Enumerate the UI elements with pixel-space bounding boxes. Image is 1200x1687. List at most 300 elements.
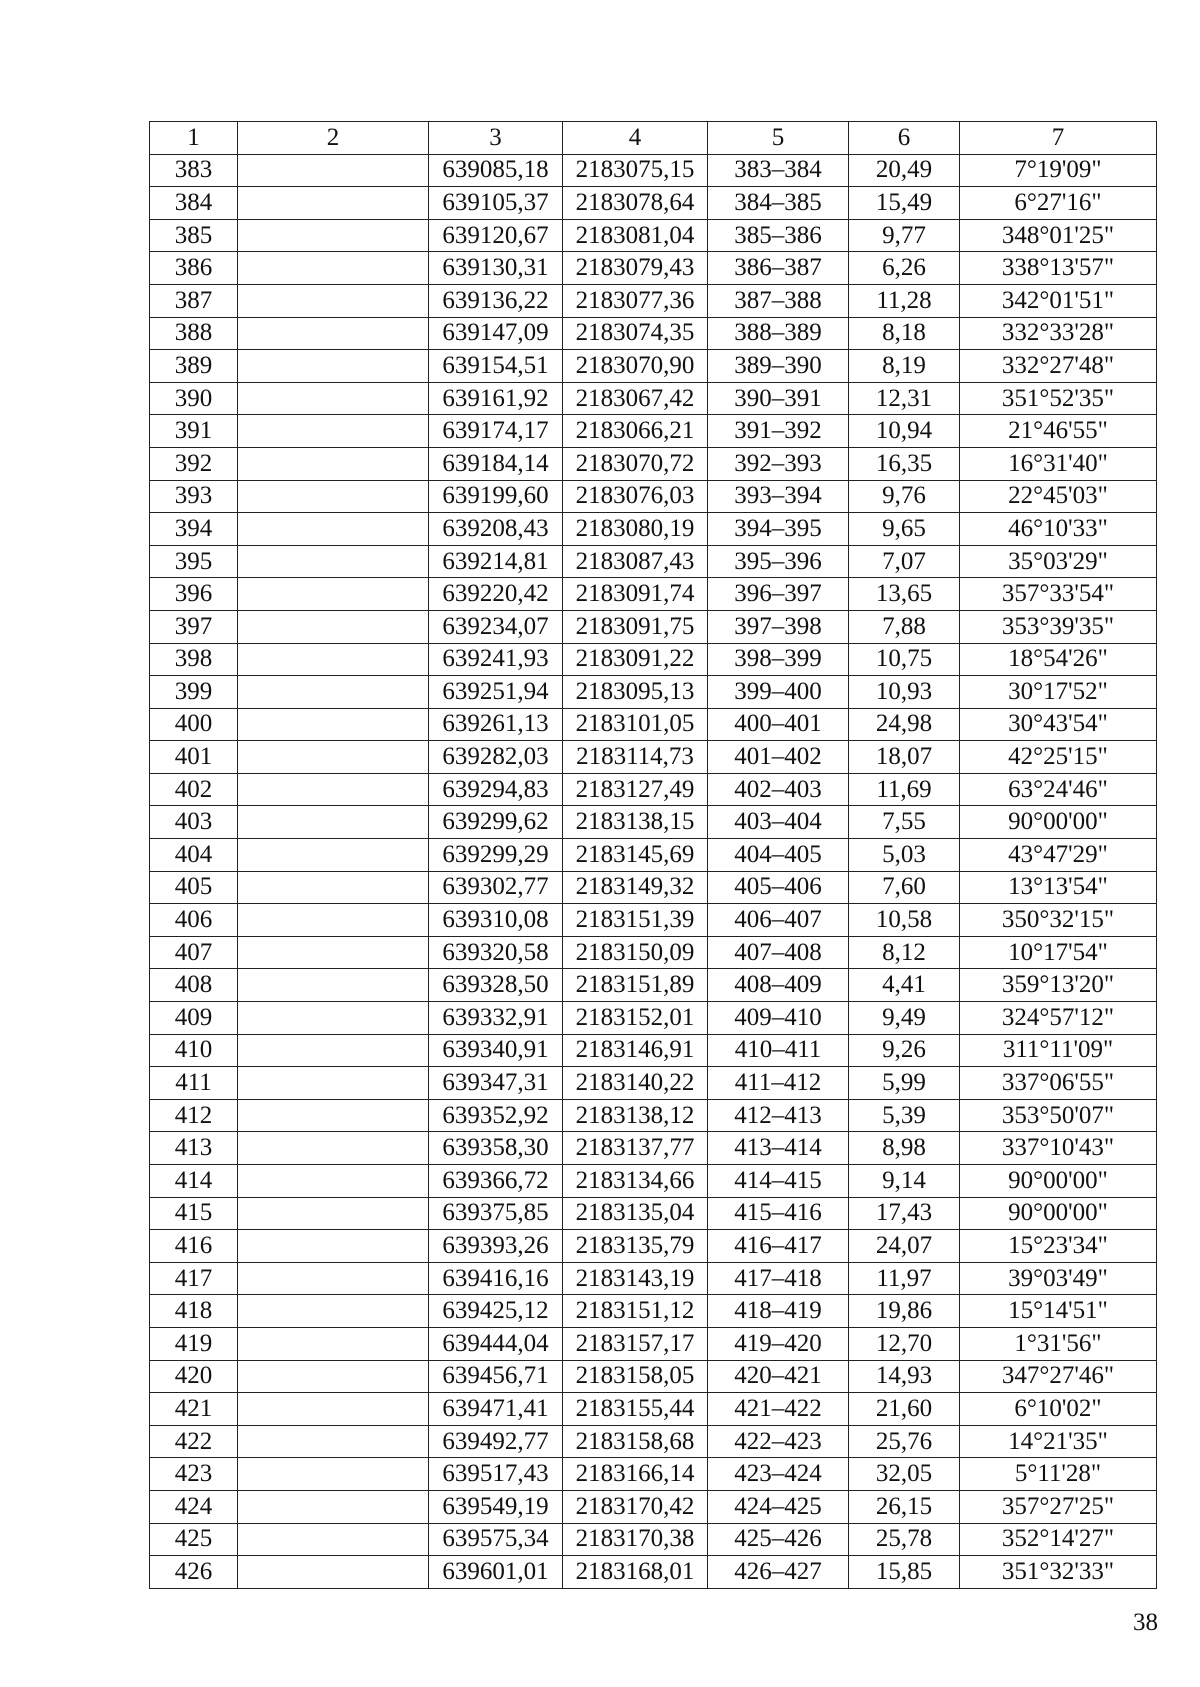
bearing-cell: 311°11'09" (960, 1034, 1157, 1067)
table-row (150, 1165, 1157, 1198)
column-header: 5 (708, 122, 849, 155)
length-cell: 8,18 (849, 317, 960, 350)
segment-cell: 411–412 (708, 1067, 849, 1100)
table-row (150, 154, 1157, 187)
empty-cell (238, 1165, 429, 1198)
empty-cell (238, 480, 429, 513)
segment-cell: 422–423 (708, 1425, 849, 1458)
length-cell: 7,60 (849, 871, 960, 904)
bearing-cell: 332°33'28" (960, 317, 1157, 350)
segment-cell: 397–398 (708, 610, 849, 643)
bearing-cell: 351°52'35" (960, 382, 1157, 415)
empty-cell (238, 382, 429, 415)
length-cell: 9,77 (849, 219, 960, 252)
x-coordinate-cell: 639310,08 (429, 904, 563, 937)
segment-cell: 383–384 (708, 154, 849, 187)
bearing-cell: 46°10'33" (960, 513, 1157, 546)
bearing-cell: 350°32'15" (960, 904, 1157, 937)
empty-cell (238, 252, 429, 285)
bearing-cell: 332°27'48" (960, 350, 1157, 383)
point-number-cell: 408 (150, 969, 238, 1002)
length-cell: 7,55 (849, 806, 960, 839)
y-coordinate-cell: 2183143,19 (563, 1262, 708, 1295)
y-coordinate-cell: 2183091,75 (563, 610, 708, 643)
y-coordinate-cell: 2183157,17 (563, 1327, 708, 1360)
length-cell: 17,43 (849, 1197, 960, 1230)
point-number-cell: 388 (150, 317, 238, 350)
x-coordinate-cell: 639294,83 (429, 773, 563, 806)
segment-cell: 426–427 (708, 1556, 849, 1589)
empty-cell (238, 154, 429, 187)
table-row (150, 839, 1157, 872)
y-coordinate-cell: 2183095,13 (563, 676, 708, 709)
length-cell: 8,98 (849, 1132, 960, 1165)
x-coordinate-cell: 639120,67 (429, 219, 563, 252)
length-cell: 6,26 (849, 252, 960, 285)
segment-cell: 409–410 (708, 1002, 849, 1035)
column-header: 2 (238, 122, 429, 155)
empty-cell (238, 871, 429, 904)
x-coordinate-cell: 639492,77 (429, 1425, 563, 1458)
point-number-cell: 403 (150, 806, 238, 839)
x-coordinate-cell: 639208,43 (429, 513, 563, 546)
length-cell: 14,93 (849, 1360, 960, 1393)
point-number-cell: 410 (150, 1034, 238, 1067)
length-cell: 8,19 (849, 350, 960, 383)
empty-cell (238, 1099, 429, 1132)
point-number-cell: 416 (150, 1230, 238, 1263)
bearing-cell: 351°32'33" (960, 1556, 1157, 1589)
table-row (150, 1556, 1157, 1589)
segment-cell: 390–391 (708, 382, 849, 415)
length-cell: 13,65 (849, 578, 960, 611)
coordinates-table (149, 121, 1157, 1589)
table-row (150, 1458, 1157, 1491)
bearing-cell: 22°45'03" (960, 480, 1157, 513)
y-coordinate-cell: 2183170,38 (563, 1523, 708, 1556)
y-coordinate-cell: 2183149,32 (563, 871, 708, 904)
length-cell: 12,70 (849, 1327, 960, 1360)
y-coordinate-cell: 2183127,49 (563, 773, 708, 806)
table-row (150, 1490, 1157, 1523)
x-coordinate-cell: 639105,37 (429, 187, 563, 220)
empty-cell (238, 1425, 429, 1458)
x-coordinate-cell: 639347,31 (429, 1067, 563, 1100)
point-number-cell: 422 (150, 1425, 238, 1458)
y-coordinate-cell: 2183077,36 (563, 284, 708, 317)
segment-cell: 423–424 (708, 1458, 849, 1491)
segment-cell: 421–422 (708, 1393, 849, 1426)
y-coordinate-cell: 2183134,66 (563, 1165, 708, 1198)
table-row (150, 1327, 1157, 1360)
point-number-cell: 389 (150, 350, 238, 383)
bearing-cell: 1°31'56" (960, 1327, 1157, 1360)
point-number-cell: 385 (150, 219, 238, 252)
y-coordinate-cell: 2183135,79 (563, 1230, 708, 1263)
table-row (150, 1360, 1157, 1393)
empty-cell (238, 904, 429, 937)
point-number-cell: 398 (150, 643, 238, 676)
x-coordinate-cell: 639549,19 (429, 1490, 563, 1523)
segment-cell: 396–397 (708, 578, 849, 611)
length-cell: 12,31 (849, 382, 960, 415)
table-body (150, 154, 1157, 1588)
length-cell: 24,07 (849, 1230, 960, 1263)
y-coordinate-cell: 2183114,73 (563, 741, 708, 774)
segment-cell: 385–386 (708, 219, 849, 252)
length-cell: 5,39 (849, 1099, 960, 1132)
x-coordinate-cell: 639085,18 (429, 154, 563, 187)
segment-cell: 384–385 (708, 187, 849, 220)
point-number-cell: 419 (150, 1327, 238, 1360)
table-row (150, 415, 1157, 448)
table-row (150, 676, 1157, 709)
empty-cell (238, 1132, 429, 1165)
table-row (150, 578, 1157, 611)
empty-cell (238, 187, 429, 220)
point-number-cell: 397 (150, 610, 238, 643)
segment-cell: 398–399 (708, 643, 849, 676)
length-cell: 21,60 (849, 1393, 960, 1426)
y-coordinate-cell: 2183081,04 (563, 219, 708, 252)
point-number-cell: 395 (150, 545, 238, 578)
bearing-cell: 357°33'54" (960, 578, 1157, 611)
empty-cell (238, 839, 429, 872)
segment-cell: 400–401 (708, 708, 849, 741)
bearing-cell: 342°01'51" (960, 284, 1157, 317)
x-coordinate-cell: 639375,85 (429, 1197, 563, 1230)
bearing-cell: 39°03'49" (960, 1262, 1157, 1295)
bearing-cell: 357°27'25" (960, 1490, 1157, 1523)
table-row (150, 447, 1157, 480)
point-number-cell: 394 (150, 513, 238, 546)
x-coordinate-cell: 639332,91 (429, 1002, 563, 1035)
x-coordinate-cell: 639352,92 (429, 1099, 563, 1132)
x-coordinate-cell: 639220,42 (429, 578, 563, 611)
length-cell: 11,69 (849, 773, 960, 806)
empty-cell (238, 1360, 429, 1393)
empty-cell (238, 1327, 429, 1360)
length-cell: 25,78 (849, 1523, 960, 1556)
table-row (150, 610, 1157, 643)
point-number-cell: 392 (150, 447, 238, 480)
y-coordinate-cell: 2183170,42 (563, 1490, 708, 1523)
x-coordinate-cell: 639282,03 (429, 741, 563, 774)
y-coordinate-cell: 2183146,91 (563, 1034, 708, 1067)
empty-cell (238, 741, 429, 774)
point-number-cell: 400 (150, 708, 238, 741)
empty-cell (238, 676, 429, 709)
page-number: 38 (1133, 1609, 1158, 1636)
bearing-cell: 10°17'54" (960, 936, 1157, 969)
column-header: 7 (960, 122, 1157, 155)
bearing-cell: 348°01'25" (960, 219, 1157, 252)
segment-cell: 410–411 (708, 1034, 849, 1067)
segment-cell: 425–426 (708, 1523, 849, 1556)
bearing-cell: 352°14'27" (960, 1523, 1157, 1556)
empty-cell (238, 969, 429, 1002)
segment-cell: 402–403 (708, 773, 849, 806)
point-number-cell: 415 (150, 1197, 238, 1230)
point-number-cell: 426 (150, 1556, 238, 1589)
y-coordinate-cell: 2183158,68 (563, 1425, 708, 1458)
x-coordinate-cell: 639184,14 (429, 447, 563, 480)
x-coordinate-cell: 639174,17 (429, 415, 563, 448)
segment-cell: 407–408 (708, 936, 849, 969)
x-coordinate-cell: 639214,81 (429, 545, 563, 578)
y-coordinate-cell: 2183151,89 (563, 969, 708, 1002)
empty-cell (238, 1490, 429, 1523)
segment-cell: 406–407 (708, 904, 849, 937)
y-coordinate-cell: 2183076,03 (563, 480, 708, 513)
length-cell: 18,07 (849, 741, 960, 774)
point-number-cell: 401 (150, 741, 238, 774)
bearing-cell: 35°03'29" (960, 545, 1157, 578)
x-coordinate-cell: 639234,07 (429, 610, 563, 643)
point-number-cell: 399 (150, 676, 238, 709)
bearing-cell: 90°00'00" (960, 806, 1157, 839)
column-header: 1 (150, 122, 238, 155)
empty-cell (238, 317, 429, 350)
bearing-cell: 30°43'54" (960, 708, 1157, 741)
x-coordinate-cell: 639416,16 (429, 1262, 563, 1295)
column-header: 4 (563, 122, 708, 155)
bearing-cell: 359°13'20" (960, 969, 1157, 1002)
column-header: 3 (429, 122, 563, 155)
x-coordinate-cell: 639161,92 (429, 382, 563, 415)
segment-cell: 393–394 (708, 480, 849, 513)
x-coordinate-cell: 639241,93 (429, 643, 563, 676)
segment-cell: 388–389 (708, 317, 849, 350)
table-row (150, 1002, 1157, 1035)
empty-cell (238, 1393, 429, 1426)
table-row (150, 350, 1157, 383)
x-coordinate-cell: 639154,51 (429, 350, 563, 383)
bearing-cell: 337°06'55" (960, 1067, 1157, 1100)
length-cell: 5,03 (849, 839, 960, 872)
length-cell: 24,98 (849, 708, 960, 741)
length-cell: 4,41 (849, 969, 960, 1002)
x-coordinate-cell: 639199,60 (429, 480, 563, 513)
x-coordinate-cell: 639328,50 (429, 969, 563, 1002)
segment-cell: 408–409 (708, 969, 849, 1002)
bearing-cell: 90°00'00" (960, 1165, 1157, 1198)
table-row (150, 1067, 1157, 1100)
point-number-cell: 411 (150, 1067, 238, 1100)
y-coordinate-cell: 2183135,04 (563, 1197, 708, 1230)
length-cell: 9,76 (849, 480, 960, 513)
table-row (150, 904, 1157, 937)
length-cell: 7,88 (849, 610, 960, 643)
y-coordinate-cell: 2183155,44 (563, 1393, 708, 1426)
segment-cell: 399–400 (708, 676, 849, 709)
x-coordinate-cell: 639299,62 (429, 806, 563, 839)
point-number-cell: 391 (150, 415, 238, 448)
segment-cell: 387–388 (708, 284, 849, 317)
bearing-cell: 43°47'29" (960, 839, 1157, 872)
bearing-cell: 353°39'35" (960, 610, 1157, 643)
segment-cell: 403–404 (708, 806, 849, 839)
x-coordinate-cell: 639130,31 (429, 252, 563, 285)
point-number-cell: 396 (150, 578, 238, 611)
y-coordinate-cell: 2183140,22 (563, 1067, 708, 1100)
bearing-cell: 90°00'00" (960, 1197, 1157, 1230)
y-coordinate-cell: 2183066,21 (563, 415, 708, 448)
point-number-cell: 414 (150, 1165, 238, 1198)
y-coordinate-cell: 2183067,42 (563, 382, 708, 415)
y-coordinate-cell: 2183078,64 (563, 187, 708, 220)
length-cell: 25,76 (849, 1425, 960, 1458)
y-coordinate-cell: 2183074,35 (563, 317, 708, 350)
point-number-cell: 383 (150, 154, 238, 187)
x-coordinate-cell: 639358,30 (429, 1132, 563, 1165)
y-coordinate-cell: 2183145,69 (563, 839, 708, 872)
point-number-cell: 390 (150, 382, 238, 415)
length-cell: 10,93 (849, 676, 960, 709)
segment-cell: 417–418 (708, 1262, 849, 1295)
point-number-cell: 425 (150, 1523, 238, 1556)
segment-cell: 405–406 (708, 871, 849, 904)
segment-cell: 404–405 (708, 839, 849, 872)
empty-cell (238, 1230, 429, 1263)
bearing-cell: 13°13'54" (960, 871, 1157, 904)
table-row (150, 187, 1157, 220)
table-row (150, 1393, 1157, 1426)
empty-cell (238, 773, 429, 806)
y-coordinate-cell: 2183137,77 (563, 1132, 708, 1165)
length-cell: 20,49 (849, 154, 960, 187)
empty-cell (238, 513, 429, 546)
table-row (150, 741, 1157, 774)
x-coordinate-cell: 639320,58 (429, 936, 563, 969)
y-coordinate-cell: 2183070,72 (563, 447, 708, 480)
x-coordinate-cell: 639261,13 (429, 708, 563, 741)
segment-cell: 424–425 (708, 1490, 849, 1523)
point-number-cell: 413 (150, 1132, 238, 1165)
point-number-cell: 418 (150, 1295, 238, 1328)
table-row (150, 643, 1157, 676)
x-coordinate-cell: 639471,41 (429, 1393, 563, 1426)
y-coordinate-cell: 2183166,14 (563, 1458, 708, 1491)
x-coordinate-cell: 639456,71 (429, 1360, 563, 1393)
empty-cell (238, 936, 429, 969)
table-row (150, 806, 1157, 839)
length-cell: 9,26 (849, 1034, 960, 1067)
segment-cell: 412–413 (708, 1099, 849, 1132)
length-cell: 8,12 (849, 936, 960, 969)
table-row (150, 252, 1157, 285)
y-coordinate-cell: 2183151,12 (563, 1295, 708, 1328)
length-cell: 9,65 (849, 513, 960, 546)
table-row (150, 1425, 1157, 1458)
x-coordinate-cell: 639366,72 (429, 1165, 563, 1198)
y-coordinate-cell: 2183101,05 (563, 708, 708, 741)
bearing-cell: 30°17'52" (960, 676, 1157, 709)
y-coordinate-cell: 2183075,15 (563, 154, 708, 187)
length-cell: 15,49 (849, 187, 960, 220)
x-coordinate-cell: 639601,01 (429, 1556, 563, 1589)
table-row (150, 871, 1157, 904)
empty-cell (238, 610, 429, 643)
table-row (150, 317, 1157, 350)
point-number-cell: 405 (150, 871, 238, 904)
table-row (150, 1132, 1157, 1165)
empty-cell (238, 1197, 429, 1230)
empty-cell (238, 1034, 429, 1067)
point-number-cell: 423 (150, 1458, 238, 1491)
empty-cell (238, 806, 429, 839)
table-row (150, 1523, 1157, 1556)
length-cell: 16,35 (849, 447, 960, 480)
bearing-cell: 18°54'26" (960, 643, 1157, 676)
point-number-cell: 424 (150, 1490, 238, 1523)
empty-cell (238, 1067, 429, 1100)
point-number-cell: 406 (150, 904, 238, 937)
empty-cell (238, 578, 429, 611)
x-coordinate-cell: 639393,26 (429, 1230, 563, 1263)
table-row (150, 513, 1157, 546)
table-row (150, 219, 1157, 252)
x-coordinate-cell: 639147,09 (429, 317, 563, 350)
empty-cell (238, 1002, 429, 1035)
empty-cell (238, 1295, 429, 1328)
length-cell: 15,85 (849, 1556, 960, 1589)
segment-cell: 418–419 (708, 1295, 849, 1328)
x-coordinate-cell: 639425,12 (429, 1295, 563, 1328)
header-row (150, 122, 1157, 155)
bearing-cell: 6°27'16" (960, 187, 1157, 220)
bearing-cell: 353°50'07" (960, 1099, 1157, 1132)
empty-cell (238, 284, 429, 317)
table-row (150, 969, 1157, 1002)
length-cell: 10,58 (849, 904, 960, 937)
length-cell: 9,14 (849, 1165, 960, 1198)
bearing-cell: 6°10'02" (960, 1393, 1157, 1426)
segment-cell: 401–402 (708, 741, 849, 774)
y-coordinate-cell: 2183079,43 (563, 252, 708, 285)
segment-cell: 389–390 (708, 350, 849, 383)
point-number-cell: 417 (150, 1262, 238, 1295)
x-coordinate-cell: 639340,91 (429, 1034, 563, 1067)
segment-cell: 416–417 (708, 1230, 849, 1263)
bearing-cell: 15°14'51" (960, 1295, 1157, 1328)
column-header: 6 (849, 122, 960, 155)
bearing-cell: 63°24'46" (960, 773, 1157, 806)
bearing-cell: 15°23'34" (960, 1230, 1157, 1263)
bearing-cell: 324°57'12" (960, 1002, 1157, 1035)
length-cell: 11,28 (849, 284, 960, 317)
table-header (150, 122, 1157, 155)
empty-cell (238, 545, 429, 578)
table-row (150, 545, 1157, 578)
empty-cell (238, 1556, 429, 1589)
segment-cell: 391–392 (708, 415, 849, 448)
length-cell: 10,94 (849, 415, 960, 448)
length-cell: 5,99 (849, 1067, 960, 1100)
y-coordinate-cell: 2183091,74 (563, 578, 708, 611)
bearing-cell: 338°13'57" (960, 252, 1157, 285)
y-coordinate-cell: 2183151,39 (563, 904, 708, 937)
segment-cell: 415–416 (708, 1197, 849, 1230)
table-row (150, 382, 1157, 415)
empty-cell (238, 415, 429, 448)
empty-cell (238, 350, 429, 383)
y-coordinate-cell: 2183087,43 (563, 545, 708, 578)
length-cell: 11,97 (849, 1262, 960, 1295)
segment-cell: 395–396 (708, 545, 849, 578)
table-row (150, 1034, 1157, 1067)
x-coordinate-cell: 639444,04 (429, 1327, 563, 1360)
